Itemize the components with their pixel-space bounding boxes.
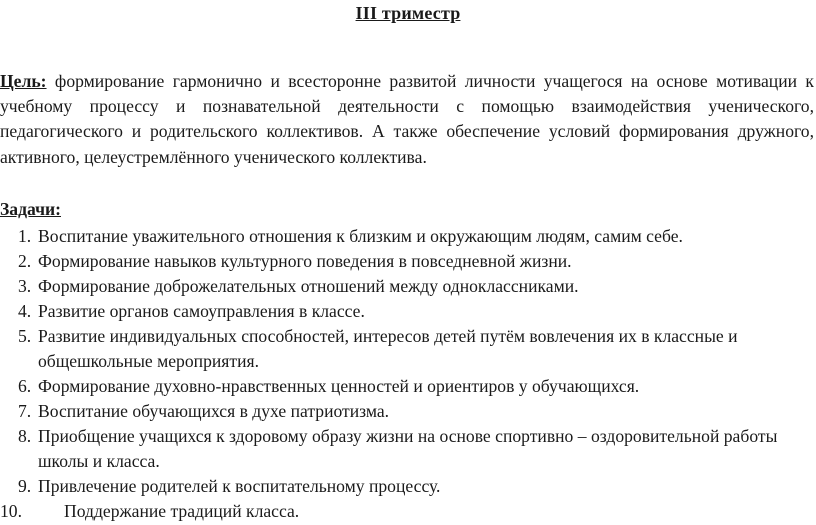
tasks-list — [0, 224, 816, 524]
task-number: 6. — [18, 376, 32, 396]
task-number: 4. — [18, 301, 32, 321]
task-item — [0, 299, 816, 324]
tasks-heading: Задачи: — [0, 199, 61, 219]
task-number: 7. — [18, 401, 32, 421]
task-text: Воспитание уважительного отношения к близким и окружающим людям, самим себе. — [38, 226, 683, 246]
task-number: 5. — [18, 326, 32, 346]
task-text: Формирование навыков культурного поведения в повседневной жизни. — [38, 251, 572, 271]
task-number: 10. — [0, 501, 22, 521]
task-item — [0, 499, 816, 524]
task-text: Формирование духовно-нравственных ценностей и ориентиров у обучающихся. — [38, 376, 640, 396]
task-text: Привлечение родителей к воспитательному процессу. — [38, 476, 441, 496]
task-item — [0, 399, 816, 424]
task-item — [0, 249, 816, 274]
task-number: 9. — [18, 476, 32, 496]
task-item — [0, 474, 816, 499]
task-item — [0, 274, 816, 299]
task-text: Формирование доброжелательных отношений между одноклассниками. — [38, 276, 579, 296]
task-text: Поддержание традиций класса. — [64, 501, 300, 521]
task-text: Приобщение учащихся к здоровому образу жизни на основе спортивно – оздоровительной работы школы и класса. — [38, 426, 778, 471]
task-item — [0, 424, 816, 474]
task-number: 3. — [18, 276, 32, 296]
task-item — [0, 224, 816, 249]
goal-paragraph — [0, 69, 814, 170]
task-text: Развитие органов самоуправления в классе. — [38, 301, 365, 321]
task-text: Воспитание обучающихся в духе патриотизма. — [38, 401, 390, 421]
page-title: III триместр — [355, 3, 461, 23]
task-text: Развитие индивидуальных способностей, интересов детей путём вовлечения их в классные и общешкольные мероприятия. — [38, 326, 738, 371]
task-number: 1. — [18, 226, 32, 246]
goal-label: Цель: — [0, 71, 47, 91]
task-item — [0, 374, 816, 399]
task-number: 8. — [18, 426, 32, 446]
task-item — [0, 324, 816, 374]
goal-text: формирование гармонично и всесторонне развитой личности учащегося на основе мотивации к учебному процессу и познавательной деятельности с помощью взаимодействия ученического, педагогического и родительского коллективов. А также обеспечение условий формирования дружного, активного, целеустремлённого ученического коллектива. — [0, 71, 814, 167]
task-number: 2. — [18, 251, 32, 271]
